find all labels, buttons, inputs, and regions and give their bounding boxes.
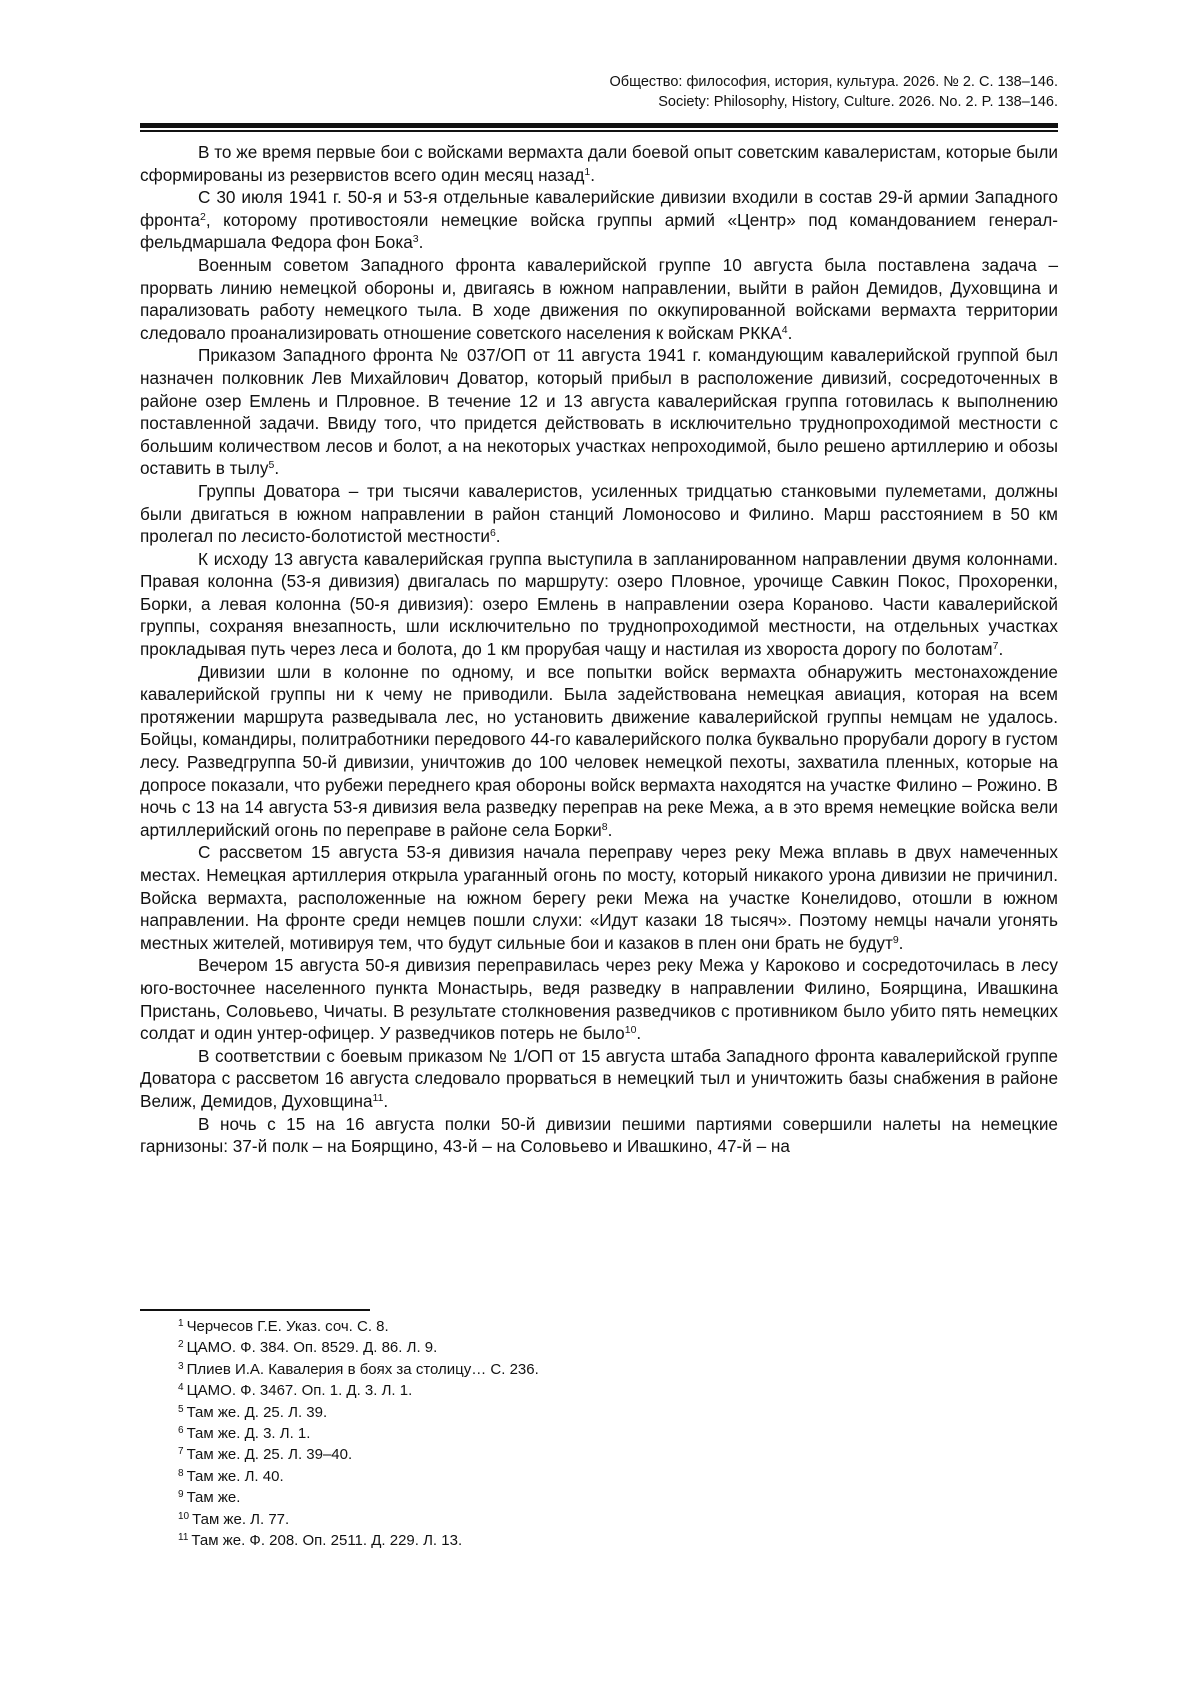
footnote-item: $^7$ Там же. Д. 25. Л. 39–40.	[178, 1446, 353, 1464]
paragraph: В то же время первые бои с войсками вермахта дали боевой опыт советским кавалеристам, которые были сформированы из резервистов всего один месяц назад$^1$.	[140, 142, 1058, 185]
footnote-ref[interactable]: 10	[624, 1024, 637, 1037]
footnote-item: $^6$ Там же. Д. 3. Л. 1.	[178, 1425, 311, 1443]
footnote-item: $^9$ Там же.	[178, 1489, 241, 1507]
footnote-ref[interactable]: 1	[584, 165, 591, 178]
footnotes-list	[178, 1316, 1048, 1551]
header-citation-en: Society: Philosophy, History, Culture. 2026. No. 2. P. 138–146.	[658, 94, 1058, 110]
header-rule-thin	[140, 130, 1058, 132]
running-header	[140, 72, 1058, 112]
footnote-item: $^1$ Черчесов Г.Е. Указ. соч. С. 8.	[178, 1318, 389, 1335]
footnote-item: $^3$ Плиев И.А. Кавалерия в боях за столицу… С. 236.	[178, 1360, 539, 1378]
paragraph: К исходу 13 августа кавалерийская группа выступила в запланированном направлении двумя колоннами. Правая колонна (53-я дивизия) двигалась по маршруту: озеро Пловное, урочище Савкин Покос, Прохоренки, Борки, а левая колонна (50-я дивизия): озеро Емлень в направлении озера Кораново. Части кавалерийской группы, сохраняя внезапность, шли исключительно по труднопроходимой местности, на отдельных участках прокладывая путь через леса и болота, до 1 км прорубая чащу и настилая из хвороста дорогу по болотам$^7$.	[140, 548, 1058, 660]
footnote-item: $^4$ ЦАМО. Ф. 3467. Оп. 1. Д. 3. Л. 1.	[178, 1382, 413, 1400]
footnote-ref[interactable]: 11	[372, 1091, 384, 1104]
footnote-item: $^8$ Там же. Л. 40.	[178, 1467, 284, 1485]
footnote-separator	[140, 1309, 370, 1311]
paragraph: Дивизии шли в колонне по одному, и все попытки войск вермахта обнаружить местонахождение кавалерийской группы ни к чему не приводили. Была задействована немецкая авиация, которая на всем протяжении маршрута разведывала лес, но установить движение кавалерийской группы немцам не удалось. Бойцы, командиры, политработники передового 44-го кавалерийского полка буквально прорубали дорогу в густом лесу. Разведгруппа 50-й дивизии, уничтожив до 100 человек немецкой пехоты, захватила пленных, которые на допросе показали, что рубежи переднего края обороны войск вермахта находятся на участке Филино – Рожино. В ночь с 13 на 14 августа 53-я дивизия вела разведку переправ на реке Межа, а в это время немецкие войска вели артиллерийский огонь по переправе в районе села Борки$^8$.	[140, 661, 1058, 840]
footnote-item: $^5$ Там же. Д. 25. Л. 39.	[178, 1403, 328, 1421]
paragraph: Военным советом Западного фронта кавалерийской группе 10 августа была поставлена задача – прорвать линию немецкой обороны и, двигаясь в южном направлении, выйти в район Демидов, Духовщина и парализовать работу немецкого тыла. В ходе движения по оккупированной войсками вермахта территории следовало проанализировать отношение советского населения к войскам РККА$^4$.	[140, 254, 1058, 343]
paragraph: Вечером 15 августа 50-я дивизия переправилась через реку Межа у Кароково и сосредоточилась в лесу юго-восточнее населенного пункта Монастырь, ведя разведку в направлении Филино, Боярщина, Ивашкина Пристань, Соловьево, Чичаты. В результате столкновения разведчиков с противником было убито пять немецких солдат и один унтер-офицер. У разведчиков потерь не было$^{10}$.	[140, 955, 1058, 1044]
paragraph: Группы Доватора – три тысячи кавалеристов, усиленных тридцатью станковыми пулеметами, должны были двигаться в южном направлении в район станций Ломоносово и Филино. Марш расстоянием в 50 км пролегал по лесисто-болотистой местности$^6$.	[140, 480, 1058, 547]
footnote-item: $^{11}$ Там же. Ф. 208. Оп. 2511. Д. 229. Л. 13.	[178, 1532, 463, 1550]
article-body	[140, 141, 1058, 1158]
footnote-ref[interactable]: 9	[892, 933, 899, 946]
footnote-item: $^2$ ЦАМО. Ф. 384. Оп. 8529. Д. 86. Л. 9.	[178, 1339, 438, 1357]
footnote-ref[interactable]: 6	[489, 527, 496, 540]
footnote-ref[interactable]: 2	[200, 210, 206, 223]
footnote-ref[interactable]: 7	[992, 640, 999, 653]
paragraph: В соответствии с боевым приказом № 1/ОП от 15 августа штаба Западного фронта кавалерийской группе Доватора с рассветом 16 августа следовало прорваться в немецкий тыл и уничтожить базы снабжения в районе Велиж, Демидов, Духовщина$^{11}$.	[140, 1045, 1058, 1111]
paragraph: Приказом Западного фронта № 037/ОП от 11 августа 1941 г. командующим кавалерийской группой был назначен полковник Лев Михайлович Доватор, который прибыл в расположение дивизий, сосредоточенных в районе озер Емлень и Плровное. В течение 12 и 13 августа кавалерийская группа готовилась к выполнению поставленной задачи. Ввиду того, что придется действовать в исключительно труднопроходимой местности с большим количеством лесов и болот, а на некоторых участках непроходимой, было решено артиллерию и обозы оставить в тылу$^5$.	[140, 345, 1058, 479]
header-rule-thick	[140, 123, 1058, 128]
paragraph: В ночь с 15 на 16 августа полки 50-й дивизии пешими партиями совершили налеты на немецкие гарнизоны: 37-й полк – на Боярщино, 43-й – на Соловьево и Ивашкино, 47-й – на	[140, 1113, 1058, 1157]
paragraph: С 30 июля 1941 г. 50-я и 53-я отдельные кавалерийские дивизии входили в состав 29-й армии Западного фронта$^2$, которому противостояли немецкие войска группы армий «Центр» под командованием генерал-фельдмаршала Федора фон Бока$^3$.	[140, 187, 1058, 253]
footnote-ref[interactable]: 4	[781, 323, 788, 336]
paragraph: С рассветом 15 августа 53-я дивизия начала переправу через реку Межа вплавь в двух намеченных местах. Немецкая артиллерия открыла ураганный огонь по мосту, который никакого урона дивизии не причинил. Войска вермахта, расположенные на южном берегу реки Межа на участке Конелидово, отошли в южном направлении. На фронте среди немцев пошли слухи: «Идут казаки 18 тысяч». Поэтому немцы начали угонять местных жителей, мотивируя тем, что будут сильные бои и казаков в плен они брать не будут$^9$.	[140, 842, 1058, 953]
footnote-item: $^{10}$ Там же. Л. 77.	[178, 1510, 290, 1528]
footnote-ref[interactable]: 8	[601, 820, 608, 833]
footnote-ref[interactable]: 3	[412, 233, 419, 246]
header-citation-ru: Общество: философия, история, культура. 2026. № 2. С. 138–146.	[609, 74, 1058, 90]
footnote-ref[interactable]: 5	[268, 459, 275, 472]
